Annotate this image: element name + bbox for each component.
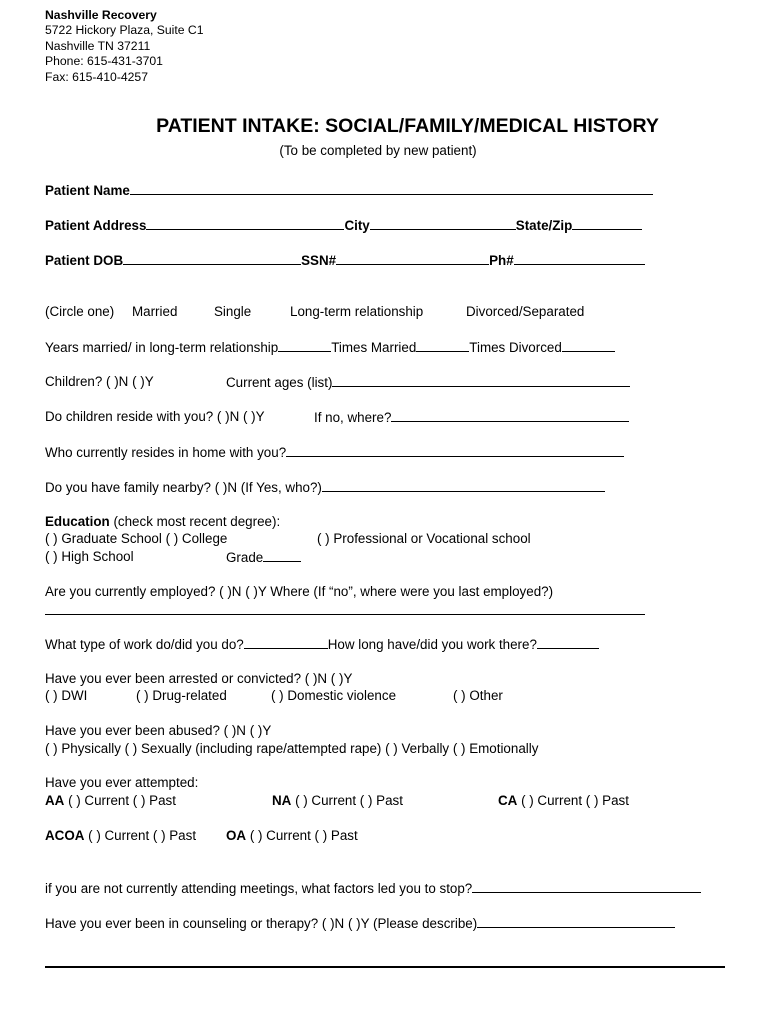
clinic-fax: Fax: 615-410-4257 [45, 69, 148, 84]
attempted-na[interactable] [272, 793, 403, 809]
city-label: City [344, 218, 370, 233]
oa-label: OA [226, 828, 247, 843]
acoa-options[interactable]: ( ) Current ( ) Past [84, 828, 197, 843]
attempted-question: Have you ever attempted: [45, 775, 199, 790]
family-row [45, 479, 605, 496]
attempted-ca[interactable] [498, 793, 629, 809]
patient-dob-field[interactable] [123, 252, 301, 265]
children-question[interactable]: Children? ( )N ( )Y [45, 374, 154, 389]
home-label: Who currently resides in home with you? [45, 445, 287, 460]
abused-question[interactable]: Have you ever been abused? ( )N ( )Y [45, 723, 272, 738]
family-label: Do you have family nearby? ( )N (If Yes, who?) [45, 480, 322, 495]
education-high-school[interactable]: ( ) High School [45, 549, 134, 564]
na-options[interactable]: ( ) Current ( ) Past [291, 793, 403, 808]
na-label: NA [272, 793, 292, 808]
option-divorced[interactable]: Divorced/Separated [466, 304, 585, 319]
children-ages-field[interactable] [332, 374, 630, 387]
patient-name-field[interactable] [130, 182, 653, 195]
work-row [45, 636, 599, 653]
patient-address-field[interactable] [146, 217, 344, 230]
education-heading [45, 514, 280, 530]
oa-options[interactable]: ( ) Current ( ) Past [246, 828, 358, 843]
phone-field[interactable] [514, 252, 645, 265]
arrested-domestic[interactable]: ( ) Domestic violence [271, 688, 397, 703]
education-note: (check most recent degree): [109, 514, 281, 529]
times-married-field[interactable] [416, 339, 469, 352]
patient-dob-row [45, 252, 645, 269]
years-married-field[interactable] [278, 339, 331, 352]
clinic-phone: Phone: 615-431-3701 [45, 54, 163, 69]
form-subtitle: (To be completed by new patient) [279, 143, 477, 158]
arrested-other[interactable]: ( ) Other [453, 688, 503, 703]
aa-label: AA [45, 793, 65, 808]
counseling-row [45, 915, 675, 932]
abused-options[interactable]: ( ) Physically ( ) Sexually (including rape/attempted rape) ( ) Verbally ( ) Emotionally [45, 741, 539, 756]
ssn-field[interactable] [336, 252, 489, 265]
state-zip-label: State/Zip [515, 218, 573, 233]
children-reside-question[interactable]: Do children reside with you? ( )N ( )Y [45, 409, 265, 424]
education-grade-label: Grade [226, 550, 264, 565]
arrested-dwi[interactable]: ( ) DWI [45, 688, 88, 703]
employed-question[interactable]: Are you currently employed? ( )N ( )Y Where (If “no”, where were you last employed?) [45, 584, 554, 599]
attempted-acoa[interactable] [45, 828, 196, 844]
children-where-field[interactable] [391, 409, 629, 422]
patient-name-label: Patient Name [45, 183, 130, 198]
work-type-label: What type of work do/did you do? [45, 637, 244, 652]
patient-address-label: Patient Address [45, 218, 147, 233]
work-howlong-field[interactable] [537, 636, 599, 649]
children-where-label: If no, where? [314, 410, 392, 425]
children-ages-label: Current ages (list) [226, 375, 333, 390]
ssn-label: SSN# [301, 253, 337, 268]
attempted-oa[interactable] [226, 828, 358, 844]
counseling-field[interactable] [477, 915, 675, 928]
clinic-header [45, 8, 204, 85]
home-row [45, 444, 624, 461]
years-married-label: Years married/ in long-term relationship [45, 340, 279, 355]
option-long-term[interactable]: Long-term relationship [290, 304, 424, 319]
times-married-label: Times Married [331, 340, 417, 355]
circle-one-label: (Circle one) [45, 304, 115, 319]
times-divorced-label: Times Divorced [469, 340, 562, 355]
meetings-row [45, 880, 701, 897]
attempted-aa[interactable] [45, 793, 176, 809]
children-where-row [314, 409, 629, 426]
patient-name-row [45, 182, 653, 199]
counseling-label: Have you ever been in counseling or therapy? ( )N ( )Y (Please describe) [45, 916, 478, 931]
aa-options[interactable]: ( ) Current ( ) Past [64, 793, 176, 808]
clinic-address-line1: 5722 Hickory Plaza, Suite C1 [45, 23, 204, 38]
state-zip-field[interactable] [572, 217, 642, 230]
city-field[interactable] [370, 217, 516, 230]
times-divorced-field[interactable] [562, 339, 615, 352]
form-title: PATIENT INTAKE: SOCIAL/FAMILY/MEDICAL HISTORY [156, 115, 659, 137]
home-field[interactable] [286, 444, 624, 457]
years-married-row [45, 339, 615, 356]
meetings-field[interactable] [472, 880, 701, 893]
ca-label: CA [498, 793, 518, 808]
clinic-address-line2: Nashville TN 37211 [45, 38, 151, 53]
patient-dob-label: Patient DOB [45, 253, 124, 268]
education-professional[interactable]: ( ) Professional or Vocational school [317, 531, 531, 546]
work-type-field[interactable] [244, 636, 328, 649]
education-graduate-college[interactable]: ( ) Graduate School ( ) College [45, 531, 228, 546]
bottom-divider [45, 966, 725, 968]
education-label: Education [45, 514, 110, 529]
arrested-drug[interactable]: ( ) Drug-related [136, 688, 227, 703]
work-howlong-label: How long have/did you work there? [327, 637, 537, 652]
family-field[interactable] [322, 479, 605, 492]
clinic-name: Nashville Recovery [45, 8, 157, 22]
children-ages-row [226, 374, 630, 391]
acoa-label: ACOA [45, 828, 85, 843]
employed-answer-line[interactable] [45, 614, 645, 615]
meetings-label: if you are not currently attending meetings, what factors led you to stop? [45, 881, 473, 896]
arrested-question[interactable]: Have you ever been arrested or convicted? ( )N ( )Y [45, 671, 353, 686]
phone-label: Ph# [489, 253, 514, 268]
option-single[interactable]: Single [214, 304, 252, 319]
education-grade-field[interactable] [263, 549, 301, 562]
patient-address-row [45, 217, 642, 234]
ca-options[interactable]: ( ) Current ( ) Past [517, 793, 629, 808]
option-married[interactable]: Married [132, 304, 178, 319]
education-grade-row [226, 549, 301, 566]
